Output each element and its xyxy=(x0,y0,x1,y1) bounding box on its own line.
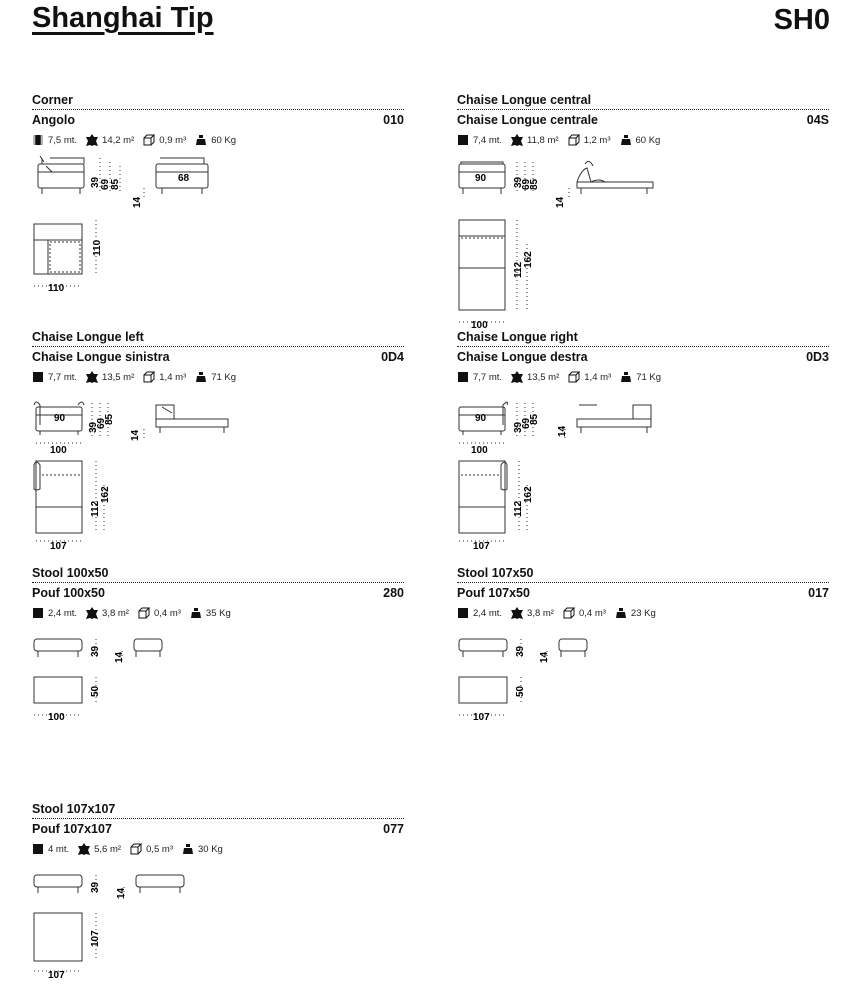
spec-volume: 1,4 m³ xyxy=(159,371,187,383)
module-name-it: Pouf 100x50 xyxy=(32,586,105,600)
volume-cube-icon xyxy=(563,607,575,619)
spec-volume: 1,2 m³ xyxy=(583,134,611,146)
spec-volume: 0,4 m³ xyxy=(153,607,181,619)
module-stool-107x107 xyxy=(32,802,404,1000)
dim-side-seat: 68 xyxy=(178,173,190,184)
weight-icon xyxy=(615,607,627,619)
module-code: 04S xyxy=(806,113,829,127)
spec-length: 7,7 mt. xyxy=(473,371,503,383)
dim-seat-height: 39 xyxy=(88,421,99,433)
collection-code: SH0 xyxy=(773,4,830,36)
module-name-it: Pouf 107x50 xyxy=(457,586,530,600)
fabric-length-icon xyxy=(32,843,44,855)
leather-area-icon xyxy=(511,371,523,383)
dim-depth-seat: 112 xyxy=(513,500,524,517)
spec-volume: 0,5 m³ xyxy=(146,843,173,855)
module-name-en: Chaise Longue left xyxy=(32,330,404,347)
module-code: 077 xyxy=(383,822,404,836)
dim-leg-height: 14 xyxy=(557,425,568,437)
dim-back-height: 85 xyxy=(529,178,540,190)
volume-cube-icon xyxy=(568,134,580,146)
module-code: 0D3 xyxy=(806,350,829,364)
spec-weight: 71 Kg xyxy=(636,371,662,383)
spec-area: 14,2 m² xyxy=(102,134,135,146)
dim-depth: 162 xyxy=(523,251,534,268)
weight-icon xyxy=(620,134,632,146)
spec-row xyxy=(32,133,404,147)
dim-seat-height: 39 xyxy=(90,881,101,893)
spec-volume: 0,4 m³ xyxy=(578,607,606,619)
volume-cube-icon xyxy=(568,371,580,383)
volume-cube-icon xyxy=(130,843,142,855)
spec-area: 3,8 m² xyxy=(527,607,554,619)
dim-depth: 162 xyxy=(100,486,111,503)
module-code: 280 xyxy=(383,586,404,600)
corner-drawings xyxy=(32,148,404,328)
volume-cube-icon xyxy=(138,607,150,619)
dim-depth: 50 xyxy=(515,685,526,697)
module-code: 0D4 xyxy=(381,350,404,364)
spec-weight: 35 Kg xyxy=(205,607,231,619)
module-code: 010 xyxy=(383,113,404,127)
spec-row xyxy=(457,606,829,620)
page-title: Shanghai Tip xyxy=(32,2,214,34)
spec-length: 7,5 mt. xyxy=(48,134,78,146)
spec-area: 13,5 m² xyxy=(102,371,135,383)
dim-leg-height: 14 xyxy=(539,651,550,663)
spec-length: 7,7 mt. xyxy=(48,371,78,383)
module-name-it: Pouf 107x107 xyxy=(32,822,112,836)
chaise-left-drawings xyxy=(32,385,404,565)
dim-back-height: 85 xyxy=(104,413,115,425)
spec-area: 5,6 m² xyxy=(94,843,122,855)
module-name-it: Angolo xyxy=(32,113,76,127)
dim-depth: 110 xyxy=(92,239,103,256)
spec-volume: 0,9 m³ xyxy=(159,134,187,146)
dim-width: 110 xyxy=(48,283,65,294)
chaise-central-drawings xyxy=(457,148,829,328)
dim-seat-height: 39 xyxy=(513,176,524,188)
spec-area: 13,5 m² xyxy=(527,371,560,383)
spec-length: 2,4 mt. xyxy=(473,607,503,619)
dim-seat-height: 39 xyxy=(90,176,101,188)
dim-width-total: 107 xyxy=(50,541,67,552)
module-chaise-left xyxy=(32,330,404,560)
volume-cube-icon xyxy=(143,371,155,383)
spec-weight: 23 Kg xyxy=(630,607,656,619)
weight-icon xyxy=(190,607,202,619)
module-name-it: Chaise Longue centrale xyxy=(457,113,599,127)
spec-length: 4 mt. xyxy=(48,843,70,855)
dim-leg-height: 14 xyxy=(114,651,125,663)
dim-depth-seat: 112 xyxy=(513,261,524,278)
dim-width: 107 xyxy=(473,712,490,723)
dim-width: 100 xyxy=(50,445,67,456)
dim-width: 100 xyxy=(471,320,488,328)
spec-weight: 30 Kg xyxy=(198,843,223,855)
stool-107x107-drawings xyxy=(32,857,404,1002)
stool-107x50-drawings xyxy=(457,621,829,801)
chaise-right-drawings xyxy=(457,385,829,565)
leather-area-icon xyxy=(86,371,98,383)
dim-width: 100 xyxy=(48,712,65,723)
spec-volume: 1,4 m³ xyxy=(584,371,612,383)
dim-depth: 162 xyxy=(523,486,534,503)
module-name-en: Corner xyxy=(32,93,404,110)
module-code: 017 xyxy=(808,586,829,600)
dim-back-height: 85 xyxy=(529,413,540,425)
module-name-en: Stool 107x107 xyxy=(32,802,404,819)
module-name-en: Stool 107x50 xyxy=(457,566,829,583)
dim-seat-height: 39 xyxy=(515,645,526,657)
spec-length: 7,4 mt. xyxy=(473,134,503,146)
dim-leg-height: 14 xyxy=(130,429,141,441)
spec-weight: 71 Kg xyxy=(211,371,237,383)
spec-row xyxy=(457,133,829,147)
dim-leg-height: 14 xyxy=(555,196,566,208)
leather-area-icon xyxy=(86,134,98,146)
module-corner xyxy=(32,93,404,323)
fabric-length-icon xyxy=(32,134,44,146)
dim-leg-height: 14 xyxy=(116,887,127,899)
dim-seat-height: 39 xyxy=(513,421,524,433)
module-name-en: Chaise Longue right xyxy=(457,330,829,347)
dim-depth-seat: 112 xyxy=(90,500,101,517)
dim-depth: 50 xyxy=(90,685,101,697)
spec-area: 11,8 m² xyxy=(527,134,559,146)
dim-front-seat: 90 xyxy=(475,413,487,424)
dim-arm-height: 69 xyxy=(100,178,111,190)
dim-arm-height: 69 xyxy=(521,417,532,429)
dim-width: 100 xyxy=(471,445,488,456)
dim-back-height: 85 xyxy=(110,178,121,190)
leather-area-icon xyxy=(78,843,90,855)
spec-row xyxy=(32,842,404,856)
fabric-length-icon xyxy=(457,607,469,619)
dim-width: 107 xyxy=(48,970,65,981)
spec-row xyxy=(457,370,829,384)
spec-area: 3,8 m² xyxy=(102,607,129,619)
dim-leg-height: 14 xyxy=(132,196,143,208)
weight-icon xyxy=(195,371,207,383)
dim-arm-height: 69 xyxy=(96,417,107,429)
fabric-length-icon xyxy=(32,607,44,619)
fabric-length-icon xyxy=(457,134,469,146)
volume-cube-icon xyxy=(143,134,155,146)
dim-front-seat: 90 xyxy=(475,173,487,184)
module-name-it: Chaise Longue sinistra xyxy=(32,350,170,364)
dim-arm-height: 69 xyxy=(521,178,532,190)
module-stool-100x50 xyxy=(32,566,404,796)
dim-depth: 107 xyxy=(90,930,101,947)
module-name-en: Chaise Longue central xyxy=(457,93,829,110)
weight-icon xyxy=(620,371,632,383)
stool-100x50-drawings xyxy=(32,621,404,801)
module-stool-107x50 xyxy=(457,566,829,796)
module-chaise-right xyxy=(457,330,829,560)
weight-icon xyxy=(182,843,194,855)
fabric-length-icon xyxy=(32,371,44,383)
spec-weight: 60 Kg xyxy=(211,134,237,146)
spec-row xyxy=(32,370,404,384)
weight-icon xyxy=(195,134,207,146)
dim-seat-height: 39 xyxy=(90,645,101,657)
leather-area-icon xyxy=(511,607,523,619)
module-name-en: Stool 100x50 xyxy=(32,566,404,583)
spec-length: 2,4 mt. xyxy=(48,607,78,619)
module-chaise-central xyxy=(457,93,829,328)
spec-row xyxy=(32,606,404,620)
dim-width-total: 107 xyxy=(473,541,490,552)
leather-area-icon xyxy=(86,607,98,619)
dim-front-seat: 90 xyxy=(54,413,66,424)
leather-area-icon xyxy=(511,134,523,146)
fabric-length-icon xyxy=(457,371,469,383)
spec-weight: 60 Kg xyxy=(635,134,661,146)
module-name-it: Chaise Longue destra xyxy=(457,350,588,364)
